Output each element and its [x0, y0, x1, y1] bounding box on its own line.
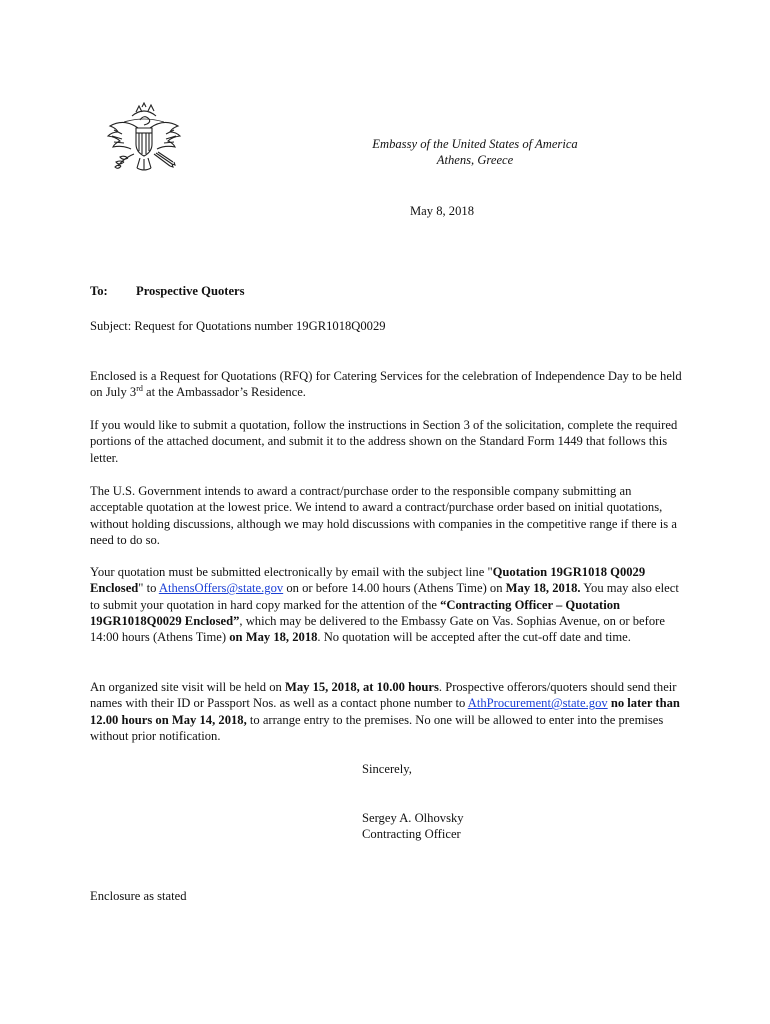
closing: Sincerely, — [362, 762, 412, 776]
great-seal-icon — [104, 102, 184, 184]
to-label: To: — [90, 284, 108, 298]
signer-title: Contracting Officer — [362, 827, 461, 842]
signer-name: Sergey A. Olhovsky — [362, 811, 464, 825]
paragraph-award: The U.S. Government intends to award a contract/purchase order to the responsible company submitting an acceptable quotation at the lowest price. We intend to award a contract/purchase order based on initial quotations, without holding discussions, although we may hold discussions with companies in the competitive range if there is a need to do so. — [90, 484, 677, 547]
paragraph-submission: Your quotation must be submitted electronically by email with the subject line "Quotation 19GR1018 Q0029 Enclosed" to AthensOffers@state.gov on or before 14.00 hours (Athens Time) on May 18, 2018. You may also elect to submit your quotation in hard copy marked for the attention of the “Contracting Officer – Quotation 19GR1018Q0029 Enclosed”, which may be delivered to the Embassy Gate on Vas. Sophias Avenue, on or before 14:00 hours (Athens Time) on May 18, 2018. No quotation will be accepted after the cut-off date and time. — [90, 565, 679, 645]
signature-block — [362, 810, 464, 843]
paragraph-site-visit: An organized site visit will be held on May 15, 2018, at 10.00 hours. Prospective offerors/quoters should send their names with their ID or Passport Nos. as well as a contact phone number to AthProcurement@state.gov no later than 12.00 hours on May 14, 2018, to arrange entry to the premises. No one will be allowed to enter into the premises without prior notification. — [90, 680, 680, 743]
subject-line: Subject: Request for Quotations number 19GR1018Q0029 — [90, 319, 386, 333]
paragraph-rfq: Enclosed is a Request for Quotations (RFQ) for Catering Services for the celebration of Independence Day to be held on July 3rd at the Ambassador’s Residence. — [90, 369, 682, 400]
paragraph-instructions: If you would like to submit a quotation, follow the instructions in Section 3 of the solicitation, complete the required portions of the attached document, and submit it to the address shown on the Standard Form 1449 that follows this letter. — [90, 418, 678, 465]
email-link-offers[interactable]: AthensOffers@state.gov — [158, 581, 284, 596]
embassy-location: Athens, Greece — [436, 153, 514, 168]
enclosure-note: Enclosure as stated — [90, 889, 187, 903]
letterhead — [330, 136, 620, 169]
email-link-procurement[interactable]: AthProcurement@state.gov — [467, 696, 608, 711]
letter-date: May 8, 2018 — [409, 204, 474, 218]
to-recipient: Prospective Quoters — [136, 284, 245, 298]
embassy-name: Embassy of the United States of America — [372, 137, 578, 151]
